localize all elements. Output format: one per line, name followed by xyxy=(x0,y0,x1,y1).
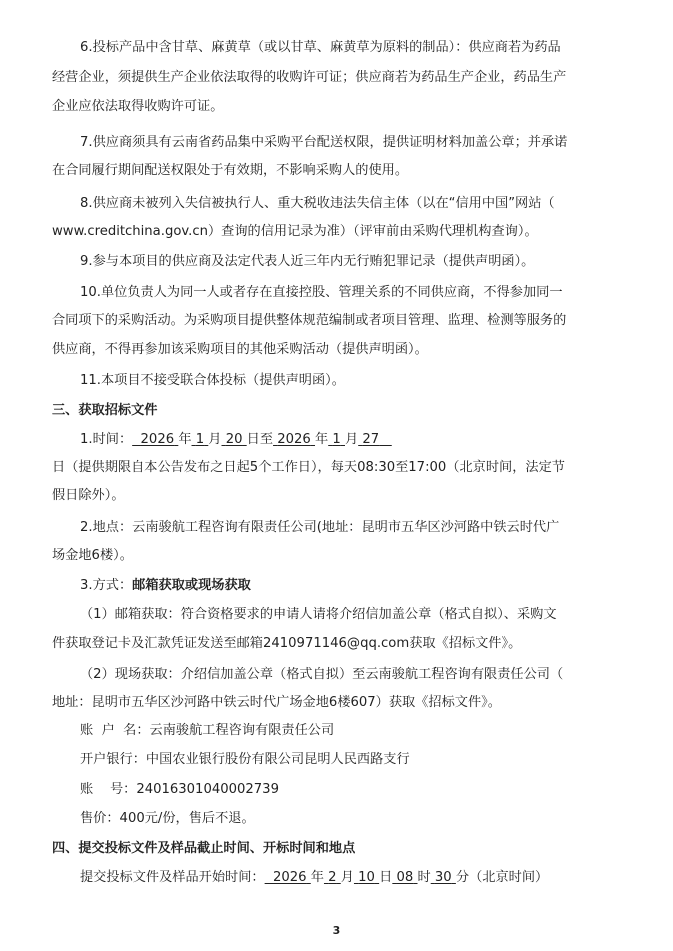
place-line-1: 2.地点：云南骏航工程咨询有限责任公司(地址：昆明市五华区沙河路中铁云时代广 xyxy=(80,520,560,535)
item-7-line-2: 在合同履行期间配送权限处于有效期，不影响采购人的使用。 xyxy=(52,163,409,178)
time-line-3: 假日除外）。 xyxy=(52,488,125,503)
email-line-2: 件获取登记卡及汇款凭证发送至邮箱2410971146@qq.com获取《招标文件》。 xyxy=(52,636,522,651)
item-8-line-1: 8.供应商未被列入失信被执行人、重大税收违法失信主体（以在“信用中国”网站（ xyxy=(80,196,555,211)
item-10-line-3: 供应商，不得再参加该采购项目的其他采购活动（提供声明函）。 xyxy=(52,342,428,357)
time-line-1: 1.时间： 2026 年 1 月 20 日至 2026 年 1 月 27 xyxy=(80,432,380,447)
item-10-line-1: 10.单位负责人为同一人或者存在直接控股、管理关系的不同供应商，不得参加同一 xyxy=(80,285,563,300)
account-name: 账 户 名：云南骏航工程咨询有限责任公司 xyxy=(80,723,335,738)
section-3-heading: 三、获取招标文件 xyxy=(52,403,158,418)
item-9: 9.参与本项目的供应商及法定代表人近三年内无行贿犯罪记录（提供声明函）。 xyxy=(80,254,535,269)
item-11: 11.本项目不接受联合体投标（提供声明函）。 xyxy=(80,373,345,388)
account-number: 账 号：24016301040002739 xyxy=(80,782,279,797)
section-4-heading: 四、提交投标文件及样品截止时间、开标时间和地点 xyxy=(52,841,356,856)
place-line-2: 场金地6楼）。 xyxy=(52,548,133,563)
item-10-line-2: 合同项下的采购活动。为采购项目提供整体规范编制或者项目管理、监理、检测等服务的 xyxy=(52,313,567,328)
item-6-line-2: 经营企业，须提供生产企业依法取得的收购许可证；供应商若为药品生产企业，药品生产 xyxy=(52,70,567,85)
item-7-line-1: 7.供应商须具有云南省药品集中采购平台配送权限，提供证明材料加盖公章；并承诺 xyxy=(80,135,568,150)
method-value: 邮箱获取或现场获取 xyxy=(132,578,251,593)
onsite-line-1: （2）现场获取：介绍信加盖公章（格式自拟）至云南骏航工程咨询有限责任公司（ xyxy=(80,667,564,682)
bank-name: 开户银行：中国农业银行股份有限公司昆明人民西路支行 xyxy=(80,752,410,767)
item-6-line-3: 企业应依法取得收购许可证。 xyxy=(52,99,224,114)
item-6-line-1: 6.投标产品中含甘草、麻黄草（或以甘草、麻黄草为原料的制品）：供应商若为药品 xyxy=(80,40,561,55)
email-line-1: （1）邮箱获取：符合资格要求的申请人请将介绍信加盖公章（格式自拟）、采购文 xyxy=(80,607,557,622)
bid-start-time: 提交投标文件及样品开始时间： 2026 年 2 月 10 日 08 时 30 分（北京时间） xyxy=(80,870,549,885)
method-line: 3.方式：邮箱获取或现场获取 xyxy=(80,578,251,593)
onsite-line-2: 地址：昆明市五华区沙河路中铁云时代广场金地6楼607）获取《招标文件》。 xyxy=(52,695,501,710)
page-number: 3 xyxy=(332,924,341,937)
item-8-line-2: www.creditchina.gov.cn）查询的信用记录为准）（评审前由采购代理机构查询）。 xyxy=(52,224,538,239)
price: 售价：400元/份，售后不退。 xyxy=(80,811,255,826)
time-line-2: 日（提供期限自本公告发布之日起5个工作日），每天08:30至17:00（北京时间，法定节 xyxy=(52,460,565,475)
